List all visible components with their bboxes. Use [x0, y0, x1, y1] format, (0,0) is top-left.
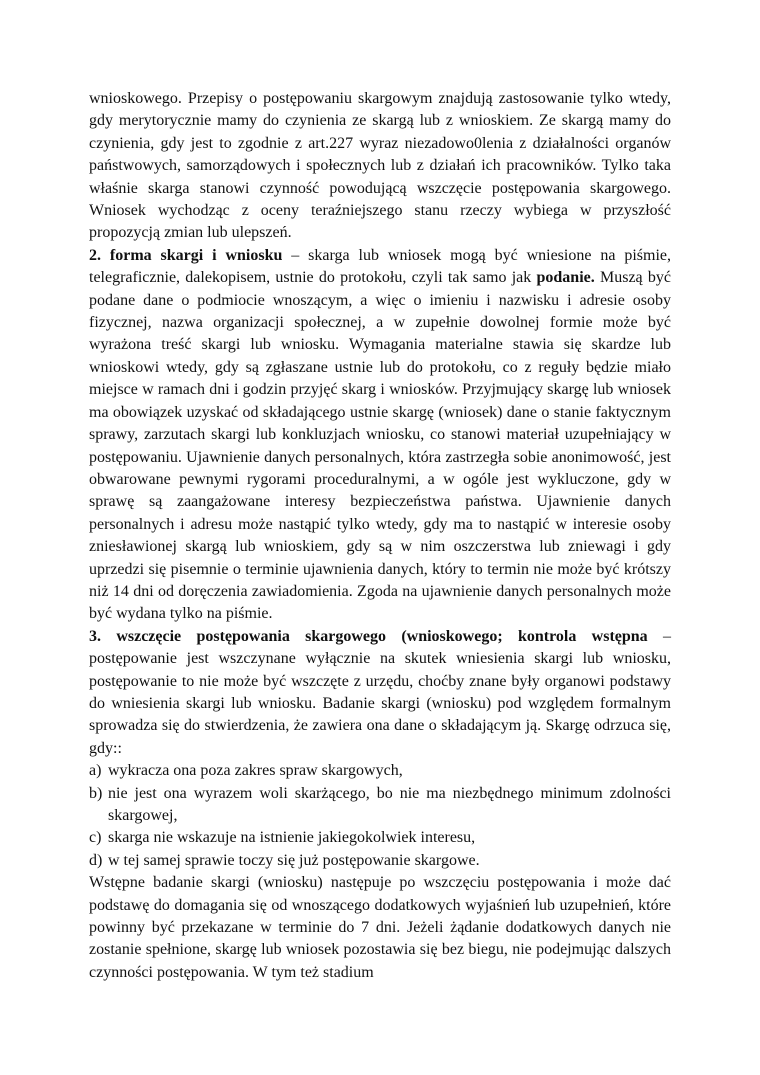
section-2-text-b: Muszą być podane dane o podmiocie wnoszącym, a więc o imieniu i nazwisku i adresie osoby fizycznej, nazwa organizacji społecznej, a w zupełnie dowolnej formie może być wyrażona treść skargi lub wniosku. Wymagania materialne stawia się skardze lub wnioskowi wtedy, gdy są zgłaszane ustnie lub do protokołu, co z reguły będzie miało miejsce w ramach dni i godzin przyjęć skarg i wniosków. Przyjmujący skargę lub wniosek ma obowiązek uzyskać od składającego ustnie skargę (wniosek) dane o stanie faktycznym sprawy, zarzutach skargi lub konkluzjach wniosku, co stanowi materiał uzupełniający w postępowaniu. Ujawnienie danych personalnych, która zastrzegła sobie anonimowość, jest obwarowane pewnymi rygorami proceduralnymi, a w ogóle jest wykluczone, gdy w sprawę są zaangażowane interesy bezpieczeństwa państwa. Ujawnienie danych personalnych i adresu może nastąpić tylko wtedy, gdy ma to nastąpić w interesie osoby zniesławionej skargą lub wnioskiem, gdy są w nim oszczerstwa lub zniewagi i gdy uprzedzi się pisemnie o terminie ujawnienia danych, który to termin nie może być krótszy niż 14 dni od doręczenia zawiadomienia. Zgoda na ujawnienie danych personalnych może być wydana tylko na piśmie.	[89, 269, 671, 623]
document-page	[89, 88, 671, 984]
list-item-label: c)	[89, 829, 102, 847]
list-item-text: skarga nie wskazuje na istnienie jakiegokolwiek interesu,	[108, 829, 476, 847]
list-item	[89, 827, 671, 849]
section-3-heading: 3. wszczęcie postępowania skargowego (wnioskowego; kontrola wstępna	[89, 627, 648, 645]
intro-paragraph: wnioskowego. Przepisy o postępowaniu skargowym znajdują zastosowanie tylko wtedy, gdy merytorycznie mamy do czynienia ze skargą lub z wnioskiem. Ze skargą mamy do czynienia, gdy jest to zgodnie z art.227 wyraz niezadowo0lenia z działalności organów państwowych, samorządowych i społecznych lub z działań ich pracowników. Tylko taka właśnie skarga stanowi czynność powodującą wszczęcie postępowania skargowego. Wniosek wychodząc z oceny teraźniejszego stanu rzeczy wybiega w przyszłość propozycją zmian lub ulepszeń.	[89, 90, 671, 242]
section-3-paragraph	[89, 626, 671, 760]
section-2-paragraph	[89, 245, 671, 626]
list-item-label: b)	[89, 784, 103, 802]
list-item-text: w tej samej sprawie toczy się już postępowanie skargowe.	[108, 851, 480, 869]
closing-paragraph: Wstępne badanie skargi (wniosku) następuje po wszczęciu postępowania i może dać podstawę do domagania się od wnoszącego dodatkowych wyjaśnień lub uzupełnień, które powinny być przekazane w terminie do 7 dni. Jeżeli żądanie dodatkowych danych nie zostanie spełnione, skargę lub wniosek pozostawia się bez biegu, nie podejmując dalszych czynności postępowania. W tym też stadium	[89, 874, 671, 981]
list-item-text: nie jest ona wyrazem woli skarżącego, bo nie ma niezbędnego minimum zdolności skargowej,	[108, 784, 671, 824]
list-item	[89, 760, 671, 782]
section-2-term: podanie.	[536, 269, 595, 287]
rejection-reasons-list	[89, 760, 671, 872]
section-2-heading: 2. forma skargi i wniosku	[89, 246, 283, 264]
list-item-label: d)	[89, 851, 103, 869]
list-item	[89, 850, 671, 872]
section-2-text-a: – skarga lub wniosek mogą być wniesione na piśmie, telegraficznie, dalekopisem, ustnie do protokołu, czyli tak samo jak	[89, 246, 672, 287]
list-item	[89, 783, 671, 828]
list-item-label: a)	[89, 762, 102, 780]
list-item-text: wykracza ona poza zakres spraw skargowych,	[108, 762, 403, 780]
section-3-text: – postępowanie jest wszczynane wyłącznie na skutek wniesienia skargi lub wniosku, postępowanie to nie może być wszczęte z urzędu, choćby znane były organowi podstawy do wniesienia skargi lub wniosku. Badanie skargi (wniosku) pod względem formalnym sprowadza się do stwierdzenia, że zawiera ona dane o składającym ją. Skargę odrzuca się, gdy::	[89, 627, 672, 757]
